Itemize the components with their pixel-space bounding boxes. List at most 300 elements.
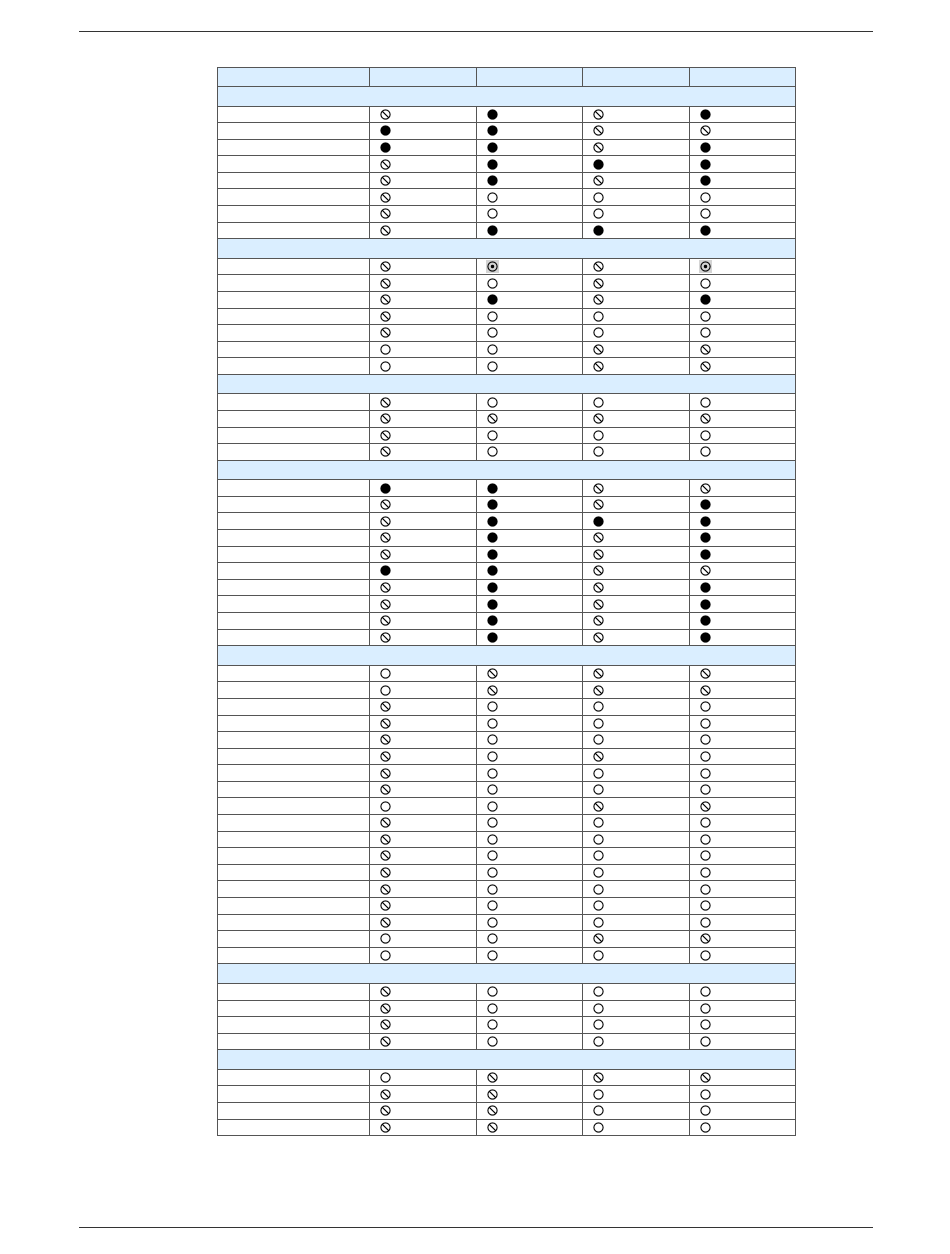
section-title [218, 964, 796, 984]
section-title [218, 87, 796, 107]
status-cell [370, 427, 477, 444]
status-cell [583, 698, 690, 715]
row-label [218, 206, 370, 223]
empty-circle-icon [700, 311, 711, 322]
filled-circle-icon [487, 483, 498, 494]
not-applicable-icon [700, 933, 711, 944]
status-cell [689, 765, 796, 782]
empty-circle-icon [487, 784, 498, 795]
row-label [218, 665, 370, 682]
row-label [218, 258, 370, 275]
status-cell [476, 613, 583, 630]
empty-circle-icon [593, 430, 604, 441]
status-cell [583, 579, 690, 596]
empty-circle-icon [487, 397, 498, 408]
empty-circle-icon [593, 850, 604, 861]
status-cell [476, 189, 583, 206]
empty-circle-icon [380, 933, 391, 944]
filled-circle-icon [487, 599, 498, 610]
empty-circle-icon [487, 446, 498, 457]
row-label [218, 914, 370, 931]
row-label [218, 411, 370, 428]
row-label [218, 781, 370, 798]
dotted-circle-icon [699, 260, 712, 273]
not-applicable-icon [593, 142, 604, 153]
status-cell [689, 914, 796, 931]
not-applicable-icon [380, 549, 391, 560]
status-cell [476, 496, 583, 513]
status-cell [476, 156, 583, 173]
empty-circle-icon [487, 311, 498, 322]
filled-circle-icon [593, 225, 604, 236]
row-label [218, 341, 370, 358]
empty-circle-icon [593, 327, 604, 338]
row-label [218, 563, 370, 580]
filled-circle-icon [700, 225, 711, 236]
not-applicable-icon [380, 397, 391, 408]
filled-circle-icon [487, 532, 498, 543]
table-row [218, 172, 796, 189]
table-row [218, 394, 796, 411]
section-title [218, 239, 796, 259]
status-cell [689, 106, 796, 123]
table-row [218, 258, 796, 275]
status-cell [476, 325, 583, 342]
status-cell [476, 513, 583, 530]
status-cell [583, 898, 690, 915]
status-cell [370, 1119, 477, 1136]
not-applicable-icon [380, 278, 391, 289]
table-row [218, 831, 796, 848]
not-applicable-icon [487, 1122, 498, 1133]
filled-circle-icon [700, 159, 711, 170]
status-cell [370, 864, 477, 881]
empty-circle-icon [593, 397, 604, 408]
status-cell [583, 480, 690, 497]
status-cell [370, 898, 477, 915]
not-applicable-icon [593, 685, 604, 696]
empty-circle-icon [380, 668, 391, 679]
row-label [218, 596, 370, 613]
empty-circle-icon [380, 685, 391, 696]
not-applicable-icon [593, 549, 604, 560]
filled-circle-icon [487, 499, 498, 510]
status-cell [370, 682, 477, 699]
empty-circle-icon [700, 1003, 711, 1014]
status-cell [476, 139, 583, 156]
table-row [218, 596, 796, 613]
filled-circle-icon [487, 632, 498, 643]
not-applicable-icon [593, 668, 604, 679]
status-cell [476, 394, 583, 411]
status-cell [689, 1086, 796, 1103]
filled-circle-icon [380, 565, 391, 576]
status-cell [583, 1000, 690, 1017]
empty-circle-icon [487, 884, 498, 895]
table-row [218, 156, 796, 173]
status-cell [583, 275, 690, 292]
row-label [218, 831, 370, 848]
not-applicable-icon [380, 884, 391, 895]
empty-circle-icon [700, 446, 711, 457]
not-applicable-icon [380, 294, 391, 305]
table-row [218, 715, 796, 732]
empty-circle-icon [700, 817, 711, 828]
not-applicable-icon [593, 933, 604, 944]
table-row [218, 1102, 796, 1119]
filled-circle-icon [700, 516, 711, 527]
table-row [218, 411, 796, 428]
empty-circle-icon [700, 718, 711, 729]
table-row [218, 848, 796, 865]
filled-circle-icon [700, 294, 711, 305]
status-cell [583, 931, 690, 948]
status-cell [583, 1033, 690, 1050]
table-row [218, 613, 796, 630]
table-row [218, 530, 796, 547]
status-cell [370, 206, 477, 223]
empty-circle-icon [700, 1122, 711, 1133]
table-row [218, 1119, 796, 1136]
status-cell [476, 1102, 583, 1119]
status-cell [476, 682, 583, 699]
empty-circle-icon [700, 768, 711, 779]
filled-circle-icon [700, 549, 711, 560]
not-applicable-icon [380, 192, 391, 203]
empty-circle-icon [593, 1019, 604, 1030]
not-applicable-icon [593, 125, 604, 136]
status-cell [689, 798, 796, 815]
status-cell [476, 665, 583, 682]
table-row [218, 864, 796, 881]
status-cell [689, 864, 796, 881]
row-label [218, 732, 370, 749]
status-cell [476, 480, 583, 497]
not-applicable-icon [380, 1003, 391, 1014]
row-label [218, 513, 370, 530]
row-label [218, 496, 370, 513]
empty-circle-icon [593, 192, 604, 203]
not-applicable-icon [380, 615, 391, 626]
row-label [218, 629, 370, 646]
empty-circle-icon [487, 917, 498, 928]
status-cell [476, 258, 583, 275]
status-cell [583, 665, 690, 682]
not-applicable-icon [380, 917, 391, 928]
filled-circle-icon [700, 532, 711, 543]
row-label [218, 815, 370, 832]
empty-circle-icon [487, 1036, 498, 1047]
status-cell [370, 613, 477, 630]
status-cell [689, 848, 796, 865]
not-applicable-icon [593, 565, 604, 576]
status-cell [583, 748, 690, 765]
status-cell [583, 222, 690, 239]
row-label [218, 1033, 370, 1050]
status-cell [370, 480, 477, 497]
empty-circle-icon [593, 718, 604, 729]
empty-circle-icon [487, 768, 498, 779]
row-label [218, 1119, 370, 1136]
status-cell [689, 1000, 796, 1017]
status-cell [370, 325, 477, 342]
not-applicable-icon [380, 499, 391, 510]
status-cell [370, 698, 477, 715]
status-cell [689, 480, 796, 497]
row-label [218, 308, 370, 325]
not-applicable-icon [380, 1122, 391, 1133]
row-label [218, 172, 370, 189]
status-cell [476, 206, 583, 223]
status-cell [583, 358, 690, 375]
status-cell [370, 715, 477, 732]
status-cell [689, 222, 796, 239]
status-cell [583, 139, 690, 156]
table-row [218, 947, 796, 964]
status-cell [689, 496, 796, 513]
not-applicable-icon [593, 599, 604, 610]
not-applicable-icon [380, 582, 391, 593]
table-row [218, 983, 796, 1000]
filled-circle-icon [487, 125, 498, 136]
row-label [218, 291, 370, 308]
empty-circle-icon [700, 278, 711, 289]
status-cell [689, 427, 796, 444]
row-label [218, 864, 370, 881]
filled-circle-icon [380, 125, 391, 136]
not-applicable-icon [380, 327, 391, 338]
table-row [218, 427, 796, 444]
status-cell [583, 325, 690, 342]
status-cell [689, 698, 796, 715]
status-cell [689, 1069, 796, 1086]
status-cell [370, 665, 477, 682]
status-cell [476, 1119, 583, 1136]
status-cell [476, 748, 583, 765]
status-cell [476, 1017, 583, 1034]
filled-circle-icon [700, 599, 711, 610]
filled-circle-icon [487, 565, 498, 576]
table-row [218, 1086, 796, 1103]
table-row [218, 781, 796, 798]
not-applicable-icon [593, 109, 604, 120]
status-cell [476, 715, 583, 732]
status-cell [476, 123, 583, 140]
empty-circle-icon [487, 850, 498, 861]
status-cell [583, 596, 690, 613]
filled-circle-icon [487, 142, 498, 153]
table-row [218, 665, 796, 682]
row-label [218, 139, 370, 156]
not-applicable-icon [593, 751, 604, 762]
status-cell [476, 698, 583, 715]
not-applicable-icon [593, 344, 604, 355]
status-cell [583, 444, 690, 461]
section-header-row [218, 964, 796, 984]
section-title [218, 1050, 796, 1070]
row-label [218, 881, 370, 898]
filled-circle-icon [380, 483, 391, 494]
not-applicable-icon [380, 261, 391, 272]
section-title [218, 460, 796, 480]
status-cell [370, 411, 477, 428]
empty-circle-icon [380, 361, 391, 372]
status-cell [583, 189, 690, 206]
status-cell [583, 1017, 690, 1034]
status-cell [689, 308, 796, 325]
status-cell [583, 308, 690, 325]
table-row [218, 480, 796, 497]
table-row [218, 698, 796, 715]
status-cell [689, 665, 796, 682]
status-cell [583, 798, 690, 815]
empty-circle-icon [700, 986, 711, 997]
not-applicable-icon [700, 685, 711, 696]
table-row [218, 222, 796, 239]
status-cell [689, 325, 796, 342]
status-cell [689, 139, 796, 156]
empty-circle-icon [593, 446, 604, 457]
status-cell [689, 1102, 796, 1119]
empty-circle-icon [380, 1072, 391, 1083]
status-cell [476, 563, 583, 580]
status-cell [476, 781, 583, 798]
status-cell [370, 1033, 477, 1050]
status-cell [476, 308, 583, 325]
not-applicable-icon [380, 834, 391, 845]
not-applicable-icon [593, 1072, 604, 1083]
table-row [218, 765, 796, 782]
status-cell [583, 732, 690, 749]
not-applicable-icon [380, 109, 391, 120]
status-cell [689, 530, 796, 547]
status-cell [583, 563, 690, 580]
status-cell [689, 983, 796, 1000]
empty-circle-icon [593, 701, 604, 712]
status-cell [370, 275, 477, 292]
not-applicable-icon [380, 599, 391, 610]
column-header [218, 68, 370, 87]
status-cell [583, 881, 690, 898]
row-label [218, 189, 370, 206]
empty-circle-icon [700, 397, 711, 408]
column-header [689, 68, 796, 87]
status-cell [583, 172, 690, 189]
empty-circle-icon [487, 950, 498, 961]
status-cell [689, 156, 796, 173]
row-label [218, 898, 370, 915]
status-cell [476, 983, 583, 1000]
empty-circle-icon [700, 884, 711, 895]
filled-circle-icon [487, 582, 498, 593]
status-cell [370, 139, 477, 156]
not-applicable-icon [593, 175, 604, 186]
status-cell [370, 106, 477, 123]
not-applicable-icon [380, 734, 391, 745]
table-row [218, 308, 796, 325]
status-cell [583, 831, 690, 848]
filled-circle-icon [700, 499, 711, 510]
row-label [218, 848, 370, 865]
not-applicable-icon [380, 175, 391, 186]
not-applicable-icon [700, 344, 711, 355]
status-cell [583, 781, 690, 798]
section-header-row [218, 1050, 796, 1070]
status-cell [370, 579, 477, 596]
status-cell [370, 123, 477, 140]
dotted-circle-icon [486, 260, 499, 273]
status-cell [476, 898, 583, 915]
status-cell [689, 341, 796, 358]
empty-circle-icon [593, 208, 604, 219]
status-cell [476, 1000, 583, 1017]
status-cell [689, 189, 796, 206]
status-cell [689, 613, 796, 630]
not-applicable-icon [380, 413, 391, 424]
empty-circle-icon [487, 192, 498, 203]
status-cell [370, 222, 477, 239]
status-cell [689, 781, 796, 798]
table-row [218, 1069, 796, 1086]
filled-circle-icon [487, 615, 498, 626]
status-cell [689, 748, 796, 765]
status-cell [689, 513, 796, 530]
status-cell [689, 715, 796, 732]
status-cell [689, 682, 796, 699]
not-applicable-icon [380, 850, 391, 861]
filled-circle-icon [487, 175, 498, 186]
status-cell [689, 123, 796, 140]
status-cell [370, 1086, 477, 1103]
empty-circle-icon [593, 867, 604, 878]
status-cell [689, 411, 796, 428]
status-cell [583, 914, 690, 931]
not-applicable-icon [487, 1105, 498, 1116]
row-label [218, 1069, 370, 1086]
status-cell [476, 546, 583, 563]
status-cell [689, 275, 796, 292]
feature-matrix-table [217, 67, 796, 1136]
empty-circle-icon [700, 327, 711, 338]
table-row [218, 139, 796, 156]
filled-circle-icon [487, 549, 498, 560]
status-cell [370, 258, 477, 275]
empty-circle-icon [700, 430, 711, 441]
empty-circle-icon [593, 784, 604, 795]
status-cell [370, 1102, 477, 1119]
not-applicable-icon [380, 751, 391, 762]
status-cell [370, 831, 477, 848]
filled-circle-icon [487, 516, 498, 527]
status-cell [476, 291, 583, 308]
status-cell [370, 815, 477, 832]
row-label [218, 358, 370, 375]
status-cell [689, 881, 796, 898]
empty-circle-icon [593, 734, 604, 745]
empty-circle-icon [700, 867, 711, 878]
status-cell [583, 947, 690, 964]
empty-circle-icon [700, 1036, 711, 1047]
row-label [218, 682, 370, 699]
row-label [218, 546, 370, 563]
not-applicable-icon [593, 413, 604, 424]
empty-circle-icon [487, 986, 498, 997]
row-label [218, 275, 370, 292]
table-row [218, 275, 796, 292]
not-applicable-icon [700, 565, 711, 576]
section-header-row [218, 460, 796, 480]
section-header-row [218, 374, 796, 394]
